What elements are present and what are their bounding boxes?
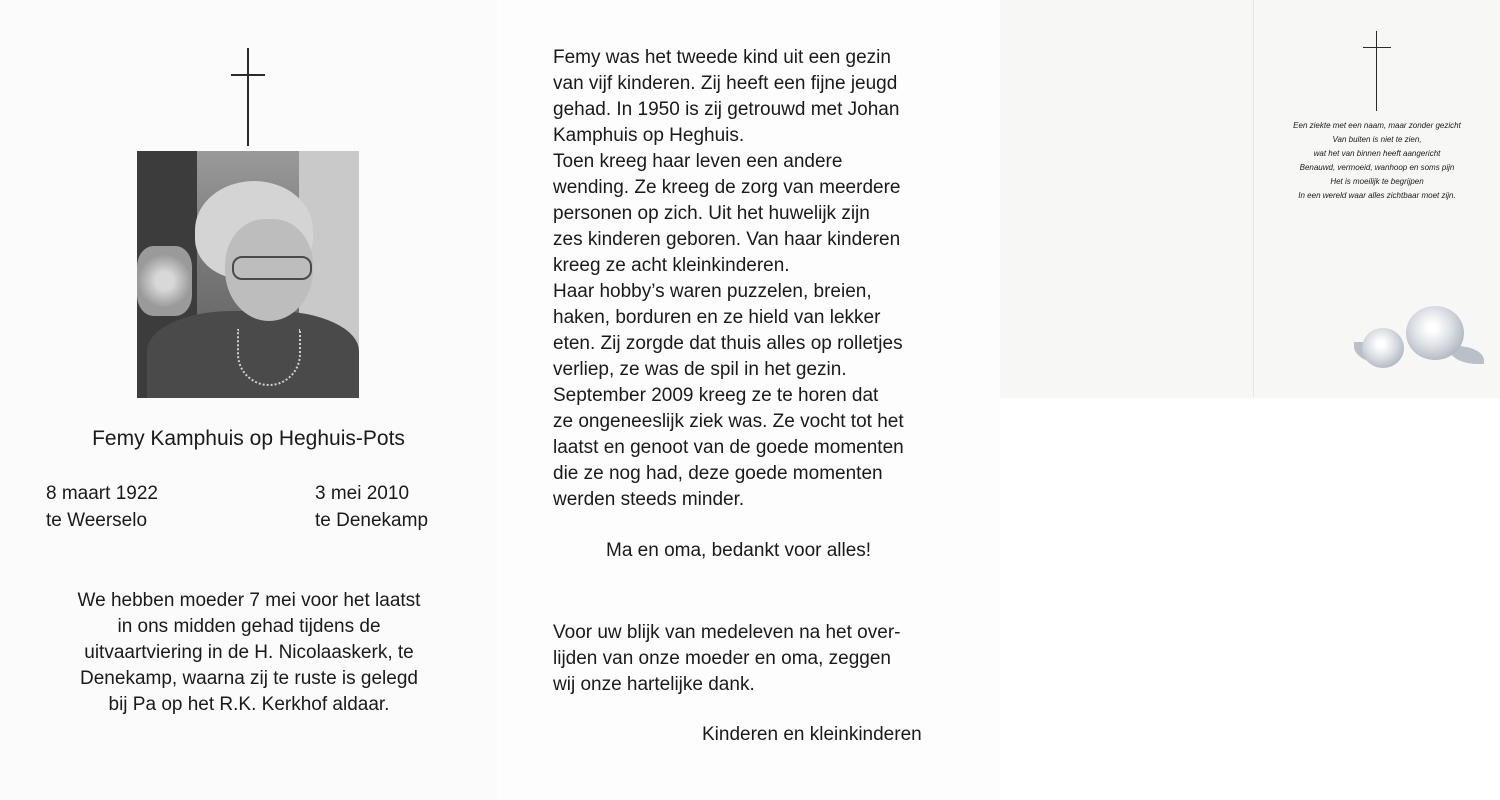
deceased-name: Femy Kamphuis op Heghuis-Pots: [92, 427, 405, 450]
poem-line: Benauwd, vermoeid, wanhoop en soms pijn: [1299, 163, 1455, 172]
gratitude-line: Voor uw blijk van medeleven na het over-: [553, 622, 901, 643]
bio-line: Femy was het tweede kind uit een gezin: [553, 47, 891, 68]
bio-line: ze ongeneeslijk ziek was. Ze vocht tot het: [553, 411, 904, 432]
bio-line: kreeg ze acht kleinkinderen.: [553, 255, 790, 276]
bio-line: zes kinderen geboren. Van haar kinderen: [553, 229, 901, 250]
poem-line: Het is moeilijk te begrijpen: [1330, 177, 1424, 186]
bio-line: werden steeds minder.: [553, 489, 745, 510]
bio-line: Toen kreeg haar leven een andere: [553, 151, 843, 172]
funeral-line: in ons midden gehad tijdens de: [117, 616, 381, 637]
poem-line: In een wereld waar alles zichtbaar moet zijn.: [1298, 191, 1456, 200]
bio-line: haken, borduren en ze hield van lekker: [553, 307, 881, 328]
bio-line: September 2009 kreeg ze te horen dat: [553, 385, 879, 406]
funeral-line: bij Pa op het R.K. Kerkhof aldaar.: [108, 694, 390, 715]
bio-line: personen op zich. Uit het huwelijk zijn: [553, 203, 870, 224]
birth-date: 8 maart 1922: [46, 483, 158, 504]
poem-line: wat het van binnen heeft aangericht: [1313, 149, 1441, 158]
bio-line: van vijf kinderen. Zij heeft een fijne jeugd: [553, 73, 898, 94]
bio-line: die ze nog had, deze goede momenten: [553, 463, 883, 484]
biography: [553, 45, 904, 513]
gratitude-line: lijden van onze moeder en oma, zeggen: [553, 648, 892, 669]
bio-line: verliep, ze was de spil in het gezin.: [553, 359, 847, 380]
roses-illustration: [1354, 306, 1484, 372]
small-cross-icon: [1363, 31, 1391, 111]
funeral-notice: [40, 588, 458, 718]
poem-line: Een ziekte met een naam, maar zonder gezicht: [1293, 121, 1461, 130]
bio-line: Haar hobby’s waren puzzelen, breien,: [553, 281, 872, 302]
portrait-photo: [137, 151, 359, 398]
cross-icon: [231, 48, 265, 146]
bio-line: laatst en genoot van de goede momenten: [553, 437, 904, 458]
birth-place: te Weerselo: [46, 510, 148, 531]
funeral-line: We hebben moeder 7 mei voor het laatst: [77, 590, 421, 611]
thanks-line: Ma en oma, bedankt voor alles!: [606, 540, 872, 561]
death-place: te Denekamp: [315, 510, 429, 531]
poem: [1254, 119, 1500, 203]
funeral-line: Denekamp, waarna zij te ruste is gelegd: [80, 668, 418, 689]
poem-line: Van buiten is niet te zien,: [1332, 135, 1422, 144]
gratitude-line: wij onze hartelijke dank.: [553, 674, 755, 695]
funeral-line: uitvaartviering in de H. Nicolaaskerk, te: [84, 642, 414, 663]
gratitude-message: [553, 620, 900, 698]
bio-line: eten. Zij zorgde dat thuis alles op rolletjes: [553, 333, 903, 354]
bio-line: wending. Ze kreeg de zorg van meerdere: [553, 177, 901, 198]
signature: Kinderen en kleinkinderen: [702, 724, 922, 745]
death-date: 3 mei 2010: [315, 483, 410, 504]
bio-line: Kamphuis op Heghuis.: [553, 125, 745, 146]
bio-line: gehad. In 1950 is zij getrouwd met Johan: [553, 99, 900, 120]
